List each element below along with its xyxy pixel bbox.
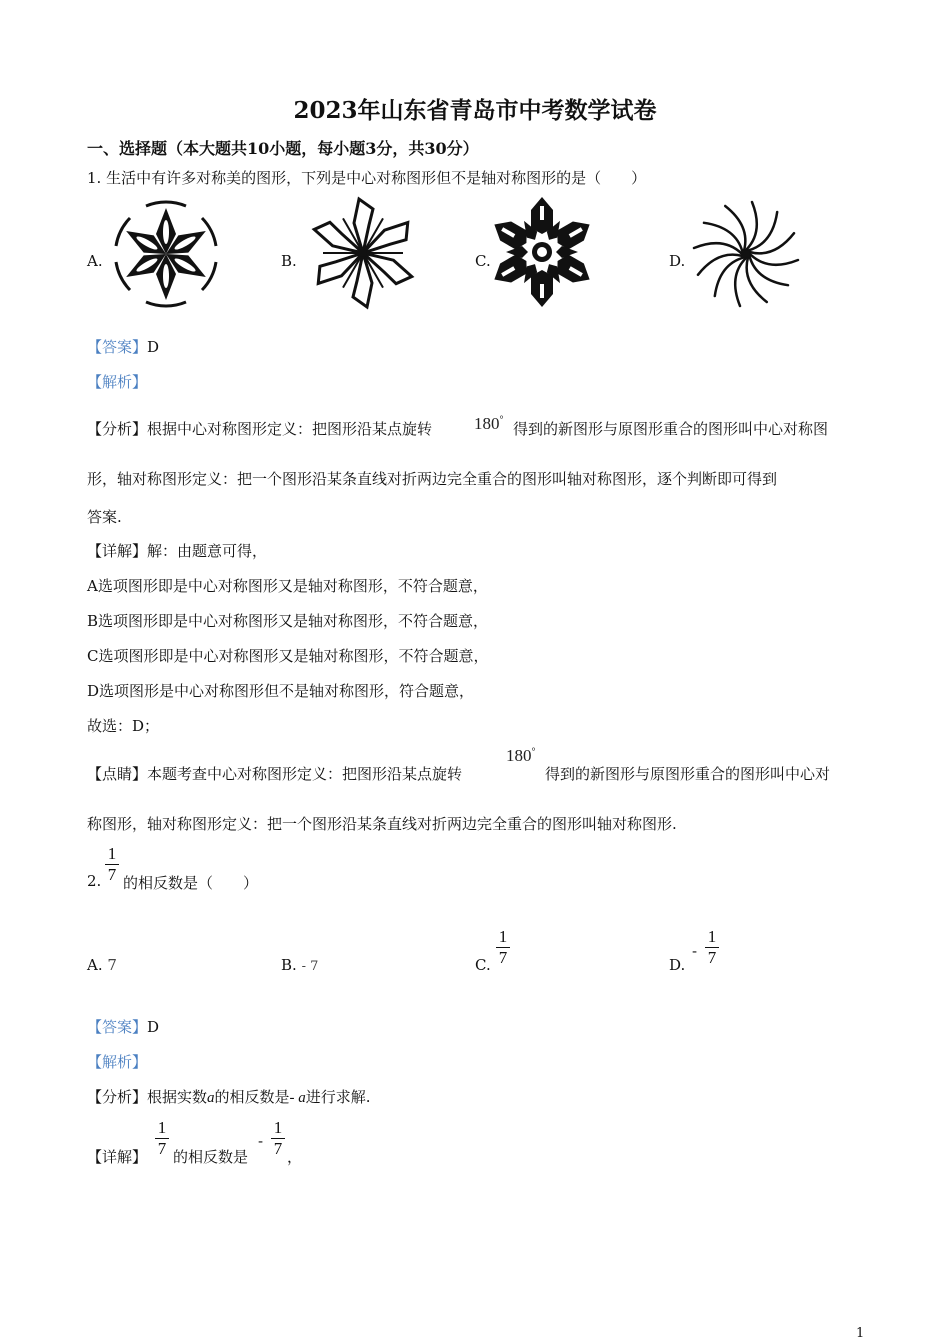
q1-option-b-label: B. <box>281 252 297 270</box>
q1-dianjing-line1b: 得到的新图形与原图形重合的图形叫中心对 <box>545 765 831 783</box>
q2-number: 2. <box>87 872 102 890</box>
q1-xiangjie-a: A选项图形即是中心对称图形又是轴对称图形，不符合题意， <box>87 577 488 595</box>
figure-c-snowflake-icon <box>490 196 594 308</box>
figure-d-swirl-icon <box>690 198 802 310</box>
page-title: 2023年山东省青岛市中考数学试卷 <box>293 97 657 124</box>
q1-dianjing-line2: 称图形，轴对称图形定义：把一个图形沿某条直线对折两边完全重合的图形叫轴对称图形. <box>87 815 677 833</box>
q1-dianjing-line1: 【点睛】本题考查中心对称图形定义：把图形沿某点旋转 <box>87 765 463 783</box>
q2-xiangjie-minus: - <box>258 1132 264 1150</box>
q1-analysis-tag: 【解析】 <box>87 373 148 391</box>
q1-xiangjie-choice: 故选：D； <box>87 717 160 735</box>
q1-option-d-label: D. <box>669 252 686 270</box>
q1-option-a-label: A. <box>87 252 103 270</box>
q1-stem: 1. 生活中有许多对称美的图形，下列是中心对称图形但不是轴对称图形的是（ ） <box>87 169 647 187</box>
q1-fenxi-line2: 形，轴对称图形定义：把一个图形沿某条直线对折两边完全重合的图形叫轴对称图形，逐个判断即可得到 <box>87 470 778 488</box>
q2-xiangjie-neg-fraction: 1 7 <box>271 1119 285 1158</box>
q1-dianjing-degree: 180° <box>506 746 536 765</box>
figure-a-flower-icon <box>105 198 227 310</box>
q2-answer: 【答案】D <box>87 1018 160 1036</box>
q1-option-c-label: C. <box>475 252 491 270</box>
q1-fenxi-line1b: 得到的新图形与原图形重合的图形叫中心对称图 <box>513 420 829 438</box>
q2-option-d-fraction: 1 7 <box>705 928 719 967</box>
q2-option-c-fraction: 1 7 <box>496 928 510 967</box>
q1-xiangjie-c: C选项图形即是中心对称图形又是轴对称图形，不符合题意， <box>87 647 489 665</box>
q2-xiangjie-text: 的相反数是 <box>173 1148 249 1166</box>
page-number: 1 <box>856 1326 865 1341</box>
q1-xiangjie: 【详解】解：由题意可得， <box>87 542 268 560</box>
figure-b-star-icon <box>298 196 428 310</box>
q2-option-d-minus: - <box>692 942 698 960</box>
q1-fenxi-line1: 【分析】根据中心对称图形定义：把图形沿某点旋转 <box>87 420 433 438</box>
q2-option-b: B. - 7 <box>281 956 319 974</box>
q2-fenxi: 【分析】根据实数a的相反数是- a进行求解. <box>87 1088 371 1106</box>
q2-option-c-label: C. <box>475 956 491 974</box>
q2-xiangjie-end: ， <box>287 1148 303 1166</box>
q1-xiangjie-d: D选项图形是中心对称图形但不是轴对称图形，符合题意， <box>87 682 475 700</box>
q2-analysis-tag: 【解析】 <box>87 1053 148 1071</box>
q2-stem: 的相反数是（ ） <box>123 874 259 892</box>
q2-stem-fraction: 1 7 <box>105 845 119 884</box>
q1-fenxi-line3: 答案. <box>87 508 122 526</box>
section-heading: 一、选择题（本大题共10小题，每小题3分，共30分） <box>87 139 479 158</box>
q2-option-a: A. 7 <box>87 956 117 974</box>
q1-xiangjie-b: B选项图形即是中心对称图形又是轴对称图形，不符合题意， <box>87 612 489 630</box>
q1-fenxi-degree: 180° <box>474 414 504 433</box>
q2-xiangjie-tag: 【详解】 <box>87 1148 148 1166</box>
q2-option-d-label: D. <box>669 956 686 974</box>
q1-answer: 【答案】D <box>87 338 160 356</box>
q2-xiangjie-fraction: 1 7 <box>155 1119 169 1158</box>
